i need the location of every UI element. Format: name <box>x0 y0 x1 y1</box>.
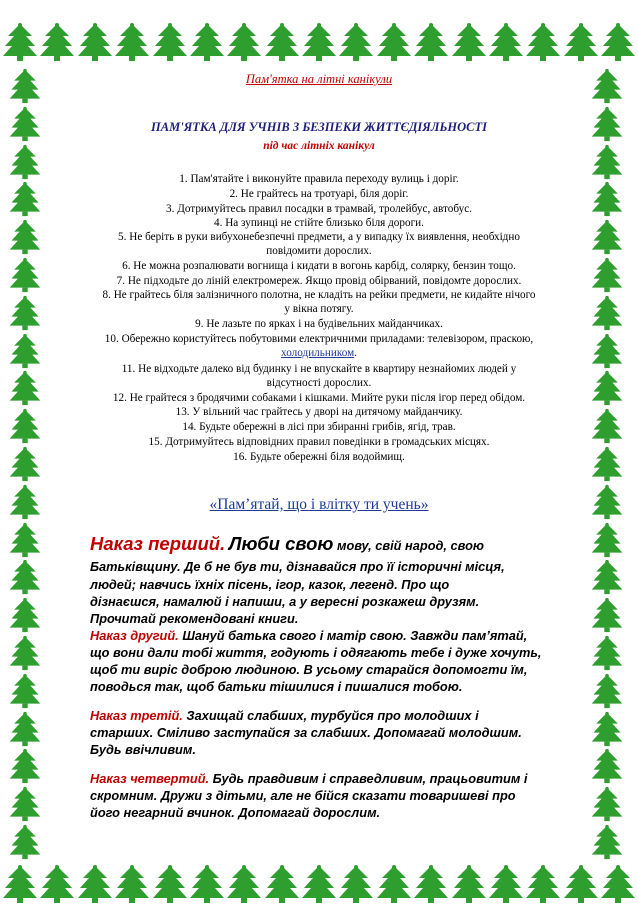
rule-1: 1. Пам'ятайте і виконуйте правила переходу вулиць і доріг. <box>179 173 459 185</box>
order-4-line-1 <box>90 770 527 787</box>
order-3-label: Наказ третій. <box>90 708 183 723</box>
order-2-line-3: щоб ти виріс доброю людиною. В усьому старайся допомогти їм, <box>90 662 528 677</box>
rule-4: 4. На зупинці не стійте близько біля дороги. <box>214 217 424 229</box>
order-1-line-5: Прочитай рекомендовані книги. <box>90 611 299 626</box>
rule-11-cont: відсутності дорослих. <box>266 377 372 389</box>
rule-10: 10. Обережно користуйтесь побутовими електричними приладами: телевізором, праскою, <box>104 333 534 345</box>
rule-13: 13. У вільний час грайтесь у дворі на дитячому майданчику. <box>175 406 463 418</box>
order-1-line-3: людей; навчись їхніх пісень, ігор, казок, легенд. Про що <box>90 577 450 592</box>
order-4-rest: Будь правдивим і справедливим, працьовитим і <box>212 771 528 786</box>
rule-8-cont: у вікна потягу. <box>284 303 354 315</box>
order-2-line-2: що вони дали тобі життя, годують і одягають тебе і дуже хочуть, <box>90 645 542 660</box>
order-4-line-3: його негарний вчинок. Допомагай дорослим. <box>90 805 381 820</box>
rule-16: 16. Будьте обережні біля водоймищ. <box>233 451 405 463</box>
order-1-rest: мову, свій народ, свою <box>337 538 484 553</box>
order-4-label: Наказ четвертий. <box>90 771 210 786</box>
order-1-line-4: дізнаєшся, намалюй і напиши, а у вересні розкажеш друзям. <box>90 594 480 609</box>
rule-5: 5. Не беріть в руки вибухонебезпечні предмети, а у випадку їх виявлення, необхідно <box>118 231 520 243</box>
order-4-line-2: скромним. Дружи з дітьми, але не бійся сказати товаришеві про <box>90 788 516 803</box>
rule-15: 15. Дотримуйтесь відповідних правил поведінки в громадських місцях. <box>148 436 490 448</box>
order-2-line-1 <box>90 627 527 644</box>
order-2-rest: Шануй батька свого і матір свою. Завжди пам’ятай, <box>182 628 528 643</box>
fridge-link[interactable]: холодильником <box>281 347 355 359</box>
memo-subtitle: під час літніх канікул <box>263 140 375 152</box>
order-1-line-1 <box>90 535 484 554</box>
order-2-label: Наказ другий. <box>90 628 179 643</box>
rule-2: 2. Не грайтесь на тротуарі, біля доріг. <box>229 188 409 200</box>
rule-8: 8. Не грайтесь біля залізничного полотна, не кладіть на рейки предмети, не кидайте нічого <box>102 289 536 301</box>
rule-7: 7. Не підходьте до ліній електромереж. Якщо провід обірваний, повідомте дорослих. <box>116 275 522 287</box>
motto: «Пам’ятай, що і влітку ти учень» <box>209 496 429 513</box>
order-2-line-4: поводься так, щоб батьки тішилися і пишалися тобою. <box>90 679 463 694</box>
order-3-line-1 <box>90 707 479 724</box>
rule-14: 14. Будьте обережні в лісі при збиранні грибів, ягід, трав. <box>182 421 456 433</box>
order-3-line-3: Будь ввічливим. <box>90 742 196 757</box>
order-1-label: Наказ перший. <box>90 533 226 554</box>
rule-5-cont: повідомити дорослих. <box>266 245 372 257</box>
rule-6: 6. Не можна розпалювати вогнища і кидати в вогонь карбід, солярку, бензин тощо. <box>122 260 516 272</box>
order-3-line-2: старших. Сміливо заступайся за слабших. Допомагай молодшим. <box>90 725 522 740</box>
rule-10-cont: холодильником. <box>281 347 357 359</box>
page-title: Пам'ятка на літні канікули <box>245 72 393 86</box>
rule-3: 3. Дотримуйтесь правил посадки в трамвай, тролейбус, автобус. <box>166 203 472 215</box>
memo-title: ПАМ'ЯТКА ДЛЯ УЧНІВ З БЕЗПЕКИ ЖИТТЄДІЯЛЬНОСТІ <box>151 120 487 134</box>
rule-11: 11. Не відходьте далеко від будинку і не впускайте в квартиру незнайомих людей у <box>121 363 517 375</box>
rule-9: 9. Не лазьте по ярках і на будівельних майданчиках. <box>195 318 443 330</box>
rule-12: 12. Не грайтеся з бродячими собаками і кішками. Мийте руки після ігор перед обідом. <box>112 392 526 404</box>
order-1-line-2: Батьківщину. Де б не був ти, дізнавайся про її історичні місця, <box>90 559 505 574</box>
order-1-big: Люби свою <box>228 533 334 554</box>
order-3-rest: Захищай слабших, турбуйся про молодших і <box>186 708 479 723</box>
